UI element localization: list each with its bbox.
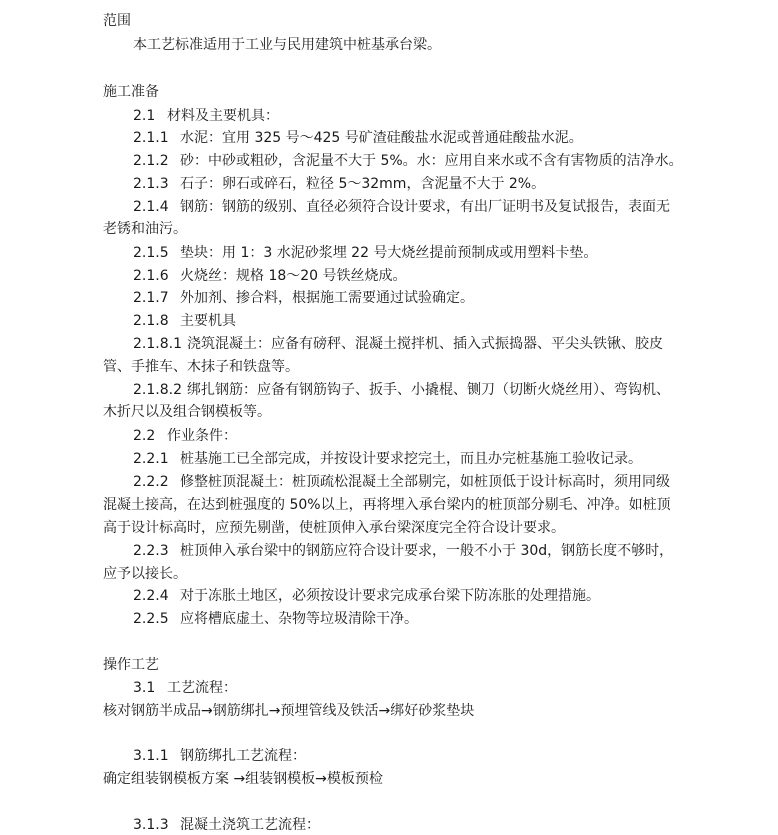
clause-2-1-3 xyxy=(133,174,545,194)
clause-2-2-2-cont2: 高于设计标高时，应预先剔凿，使桩顶伸入承台梁深度完全符合设计要求。 xyxy=(103,520,565,536)
clause-2-1-4 xyxy=(133,197,670,217)
clause-2-1-8 xyxy=(133,311,236,331)
clause-number: 2.1.3 xyxy=(133,176,169,192)
clause-number: 2.1.4 xyxy=(133,199,169,215)
clause-3-1-1 xyxy=(133,746,306,766)
clause-2-2-3 xyxy=(133,541,673,561)
clause-number: 3.1.3 xyxy=(133,817,169,833)
clause-text: 浇筑混凝土：应备有磅秤、混凝土搅拌机、插入式振捣器、平尖头铁锹、胶皮 xyxy=(187,336,663,352)
clause-number: 2.2.5 xyxy=(133,611,169,627)
flow-line-1: 核对钢筋半成品→钢筋绑扎→预埋管线及铁活→绑好砂浆垫块 xyxy=(103,703,475,719)
clause-2-1-2 xyxy=(133,151,683,171)
clause-text: 火烧丝：规格 18～20 号铁丝烧成。 xyxy=(180,268,407,284)
clause-text: 桩基施工已全部完成，并按设计要求挖完土，而且办完桩基施工验收记录。 xyxy=(180,451,642,467)
clause-2-1-8-2-cont: 木折尺以及组合钢模板等。 xyxy=(103,404,271,420)
clause-text: 钢筋：钢筋的级别、直径必须符合设计要求，有出厂证明书及复试报告，表面无 xyxy=(180,199,670,215)
clause-2-2-2 xyxy=(133,472,670,492)
clause-number: 2.1.1 xyxy=(133,130,169,146)
clause-2-2-1 xyxy=(133,449,642,469)
clause-number: 2.2.4 xyxy=(133,588,169,604)
clause-number: 3.1.1 xyxy=(133,748,169,764)
section-heading-ops: 操作工艺 xyxy=(103,657,159,673)
clause-number: 2.1.6 xyxy=(133,268,169,284)
clause-number: 2.1 xyxy=(133,108,156,124)
clause-2-1-8-2 xyxy=(133,380,670,400)
clause-number: 2.2.1 xyxy=(133,451,169,467)
clause-number: 2.1.8 xyxy=(133,313,169,329)
clause-2-2-5 xyxy=(133,609,418,629)
clause-number: 3.1 xyxy=(133,680,156,696)
clause-number: 2.2.2 xyxy=(133,474,169,490)
clause-text: 混凝土浇筑工艺流程： xyxy=(180,817,320,833)
clause-text: 作业条件： xyxy=(167,428,237,444)
clause-2-2-3-cont: 应予以接长。 xyxy=(103,566,187,582)
clause-text: 垫块：用 1：3 水泥砂浆埋 22 号大烧丝提前预制成或用塑料卡垫。 xyxy=(180,245,598,261)
clause-3-1 xyxy=(133,678,237,698)
clause-3-1-3 xyxy=(133,815,320,835)
section-heading-prep: 施工准备 xyxy=(103,84,159,100)
clause-number: 2.2 xyxy=(133,428,156,444)
clause-text: 钢筋绑扎工艺流程： xyxy=(180,748,306,764)
clause-number: 2.1.8.2 xyxy=(133,382,182,398)
clause-text: 绑扎钢筋：应备有钢筋钩子、扳手、小撬棍、铡刀（切断火烧丝用）、弯钩机、 xyxy=(187,382,670,398)
clause-text: 石子：卵石或碎石，粒径 5～32mm，含泥量不大于 2%。 xyxy=(180,176,546,192)
clause-text: 工艺流程： xyxy=(167,680,237,696)
section-heading-scope: 范围 xyxy=(103,13,131,29)
clause-text: 水泥：宜用 325 号～425 号矿渣硅酸盐水泥或普通硅酸盐水泥。 xyxy=(180,130,583,146)
clause-number: 2.1.8.1 xyxy=(133,336,182,352)
clause-number: 2.1.7 xyxy=(133,290,169,306)
clause-text: 外加剂、掺合料，根据施工需要通过试验确定。 xyxy=(180,290,474,306)
clause-text: 对于冻胀土地区，必须按设计要求完成承台梁下防冻胀的处理措施。 xyxy=(180,588,600,604)
clause-2-2 xyxy=(133,426,237,446)
clause-2-2-2-cont1: 混凝土接高，在达到桩强度的 50%以上，再将埋入承台梁内的桩顶部分剔毛、冲净。如桩顶 xyxy=(103,497,671,513)
clause-number: 2.2.3 xyxy=(133,543,169,559)
clause-2-2-4 xyxy=(133,586,600,606)
clause-number: 2.1.5 xyxy=(133,245,169,261)
clause-number: 2.1.2 xyxy=(133,153,169,169)
clause-2-1-7 xyxy=(133,288,474,308)
clause-2-1-8-1-cont: 管、手推车、木抹子和铁盘等。 xyxy=(103,359,299,375)
flow-line-2: 确定组装钢模板方案 →组装钢模板→模板预检 xyxy=(103,771,383,787)
clause-2-1-8-1 xyxy=(133,334,663,354)
scope-text: 本工艺标准适用于工业与民用建筑中桩基承台梁。 xyxy=(133,37,441,53)
clause-2-1-1 xyxy=(133,128,583,148)
clause-2-1-6 xyxy=(133,266,407,286)
clause-text: 主要机具 xyxy=(180,313,236,329)
clause-2-1-4-cont: 老锈和油污。 xyxy=(103,221,187,237)
clause-2-1-5 xyxy=(133,243,597,263)
clause-2-1 xyxy=(133,106,279,126)
clause-text: 修整桩顶混凝土：桩顶疏松混凝土全部剔完，如桩顶低于设计标高时，须用同级 xyxy=(180,474,670,490)
clause-text: 砂：中砂或粗砂，含泥量不大于 5%。水：应用自来水或不含有害物质的洁净水。 xyxy=(180,153,683,169)
clause-text: 应将槽底虚土、杂物等垃圾清除干净。 xyxy=(180,611,418,627)
clause-text: 桩顶伸入承台梁中的钢筋应符合设计要求，一般不小于 30d，钢筋长度不够时， xyxy=(180,543,674,559)
clause-text: 材料及主要机具： xyxy=(167,108,279,124)
